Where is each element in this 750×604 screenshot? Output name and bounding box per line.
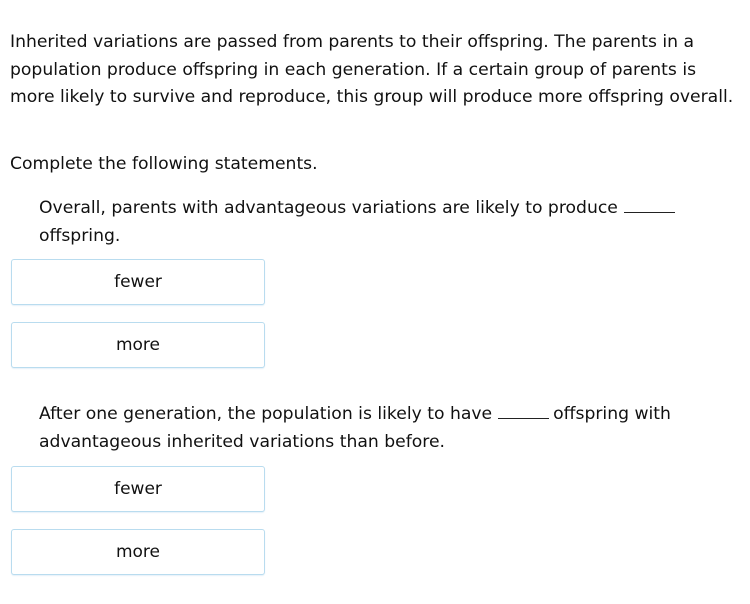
- choice-label: more: [115, 335, 161, 355]
- question-1: [39, 195, 719, 250]
- question-2-text-after: offspring with advantageous inherited variations than before.: [39, 404, 671, 452]
- question-2-text-before: After one generation, the population is likely to have: [39, 404, 493, 424]
- question-2-blank: [498, 404, 549, 419]
- instruction-text: Complete the following statements.: [10, 154, 318, 174]
- choice-label: more: [115, 542, 161, 562]
- choice-label: fewer: [114, 272, 162, 292]
- passage-text: Inherited variations are passed from parents to their offspring. The parents in a population produce offspring in each generation. If a certain group of parents is more likely to survive and reproduce, this group will produce more offspring overall.: [10, 32, 734, 107]
- question-2-choice-fewer[interactable]: [11, 466, 265, 512]
- question-1-choice-more[interactable]: [11, 322, 265, 368]
- question-1-choice-fewer[interactable]: [11, 259, 265, 305]
- question-1-text-after: offspring.: [39, 225, 121, 246]
- question-2-choice-more[interactable]: [11, 529, 265, 575]
- question-2: [39, 401, 729, 456]
- question-1-blank: [624, 198, 675, 213]
- choice-label: fewer: [114, 479, 162, 499]
- question-1-text-before: Overall, parents with advantageous variations are likely to produce: [39, 198, 618, 218]
